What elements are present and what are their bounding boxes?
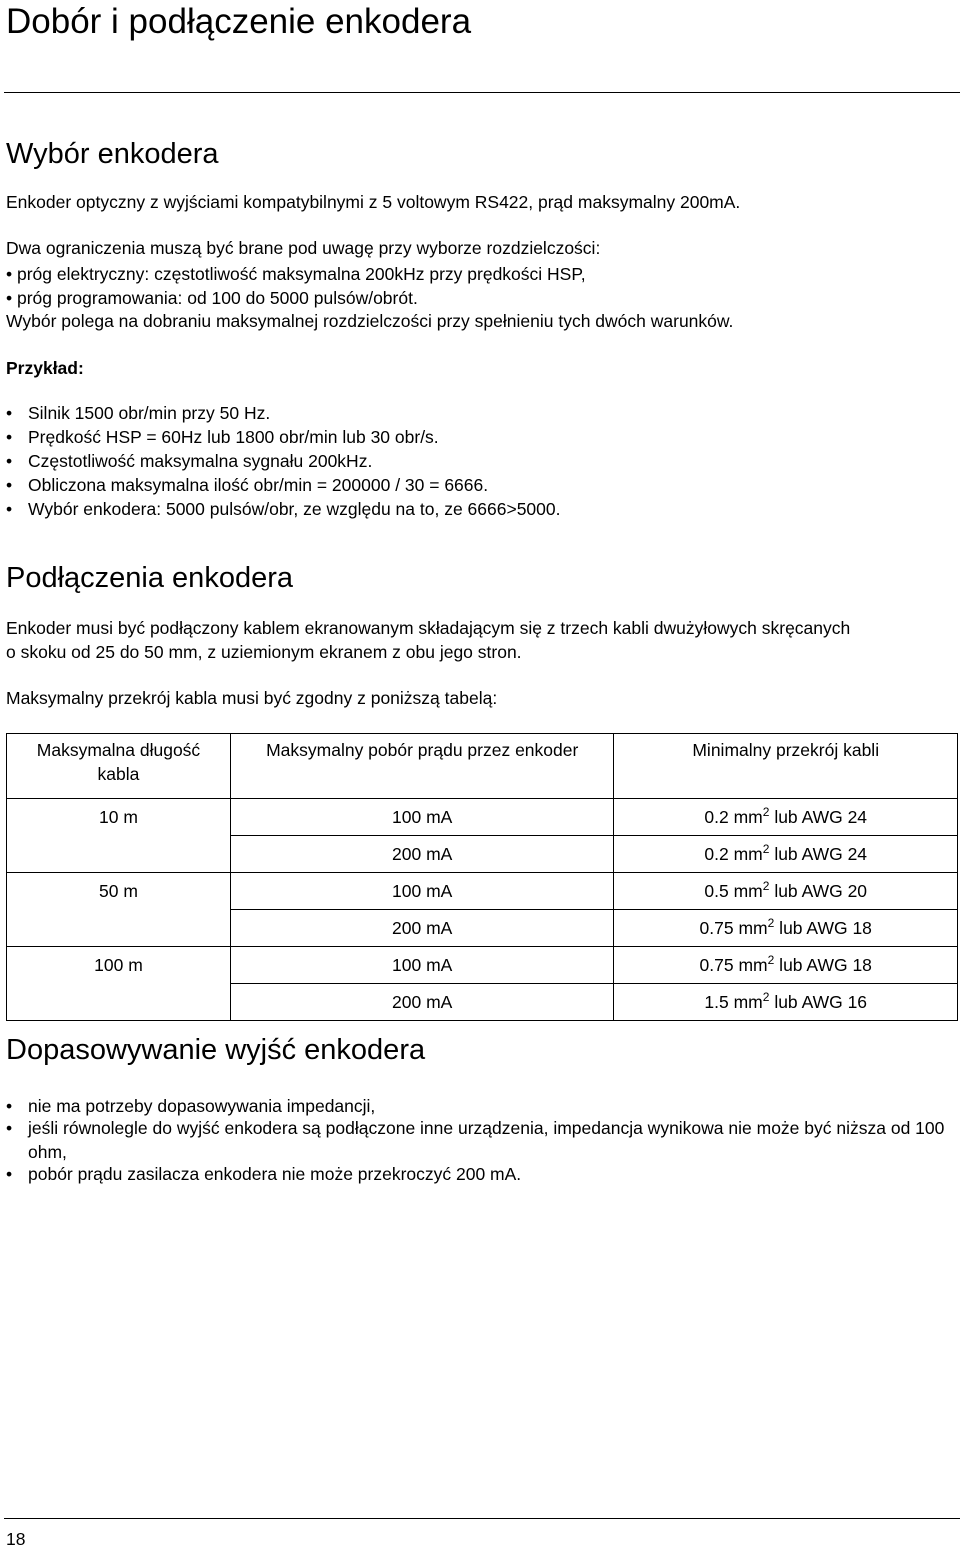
- table-header-row: [7, 734, 958, 799]
- cell-current: 100 mA: [230, 947, 614, 984]
- bullet-icon: •: [6, 427, 13, 447]
- bullet-icon: •: [6, 475, 13, 495]
- cell-section: 0.75 $mm^2$ lub AWG 18: [614, 910, 958, 947]
- example-label: Przykład:: [6, 358, 84, 378]
- page-title: Dobór i podłączenie enkodera: [6, 2, 472, 41]
- section-heading-encoder-choice: Wybór enkodera: [6, 138, 219, 170]
- constraint-item: • próg elektryczny: częstotliwość maksymalna 200kHz przy prędkości HSP,: [6, 264, 586, 284]
- connection-paragraph-line: Enkoder musi być podłączony kablem ekranowanym składającym się z trzech kabli dwużyłowych skręcanych: [6, 618, 851, 638]
- constraints-lead: Dwa ograniczenia muszą być brane pod uwagę przy wyborze rozdzielczości:: [6, 238, 601, 258]
- table-row: [7, 799, 958, 836]
- cell-length: 100 m: [7, 947, 231, 984]
- bullet-icon: •: [6, 1096, 13, 1116]
- summary-paragraph: Wybór polega na dobraniu maksymalnej rozdzielczości przy spełnieniu tych dwóch warunków.: [6, 311, 734, 331]
- section-heading-output-matching: Dopasowywanie wyjść enkodera: [6, 1034, 426, 1066]
- cell-length: [7, 910, 231, 947]
- cell-section: 0.75 $mm^2$ lub AWG 18: [614, 947, 958, 984]
- cell-current: 200 mA: [230, 984, 614, 1021]
- column-header-current: Maksymalny pobór prądu przez enkoder: [230, 734, 614, 799]
- constraint-item: • próg programowania: od 100 do 5000 pulsów/obrót.: [6, 288, 418, 308]
- connection-paragraph-line: o skoku od 25 do 50 mm, z uziemionym ekranem z obu jego stron.: [6, 642, 522, 662]
- column-header-length: Maksymalna długość kabla: [7, 734, 231, 799]
- bullet-icon: •: [6, 499, 13, 519]
- table-row: [7, 873, 958, 910]
- section-heading-encoder-connection: Podłączenia enkodera: [6, 562, 293, 594]
- title-divider: [4, 92, 960, 93]
- cell-section: 0.5 $mm^2$ lub AWG 20: [614, 873, 958, 910]
- bullet-icon: •: [6, 1118, 13, 1138]
- cell-length: 50 m: [7, 873, 231, 910]
- table-row: [7, 984, 958, 1021]
- bullet-icon: •: [6, 451, 13, 471]
- cell-current: 100 mA: [230, 873, 614, 910]
- bullet-icon: •: [6, 403, 13, 423]
- table-row: [7, 910, 958, 947]
- intro-paragraph: Enkoder optyczny z wyjściami kompatybilnymi z 5 voltowym RS422, prąd maksymalny 200mA.: [6, 192, 741, 212]
- cell-length: 10 m: [7, 799, 231, 836]
- bullet-icon: •: [6, 1164, 13, 1184]
- cell-section: 0.2 $mm^2$ lub AWG 24: [614, 836, 958, 873]
- cell-section: 1.5 $mm^2$ lub AWG 16: [614, 984, 958, 1021]
- cell-current: 200 mA: [230, 910, 614, 947]
- cell-length: [7, 836, 231, 873]
- cell-length: [7, 984, 231, 1021]
- cell-current: 200 mA: [230, 836, 614, 873]
- footer-divider: [4, 1518, 960, 1519]
- table-row: [7, 947, 958, 984]
- cell-section: 0.2 $mm^2$ lub AWG 24: [614, 799, 958, 836]
- table-row: [7, 836, 958, 873]
- table-intro: Maksymalny przekrój kabla musi być zgodny z poniższą tabelą:: [6, 688, 498, 708]
- column-header-section: Minimalny przekrój kabli: [614, 734, 958, 799]
- cable-section-table: [6, 733, 958, 1021]
- cell-current: 100 mA: [230, 799, 614, 836]
- page-number: 18: [6, 1529, 26, 1549]
